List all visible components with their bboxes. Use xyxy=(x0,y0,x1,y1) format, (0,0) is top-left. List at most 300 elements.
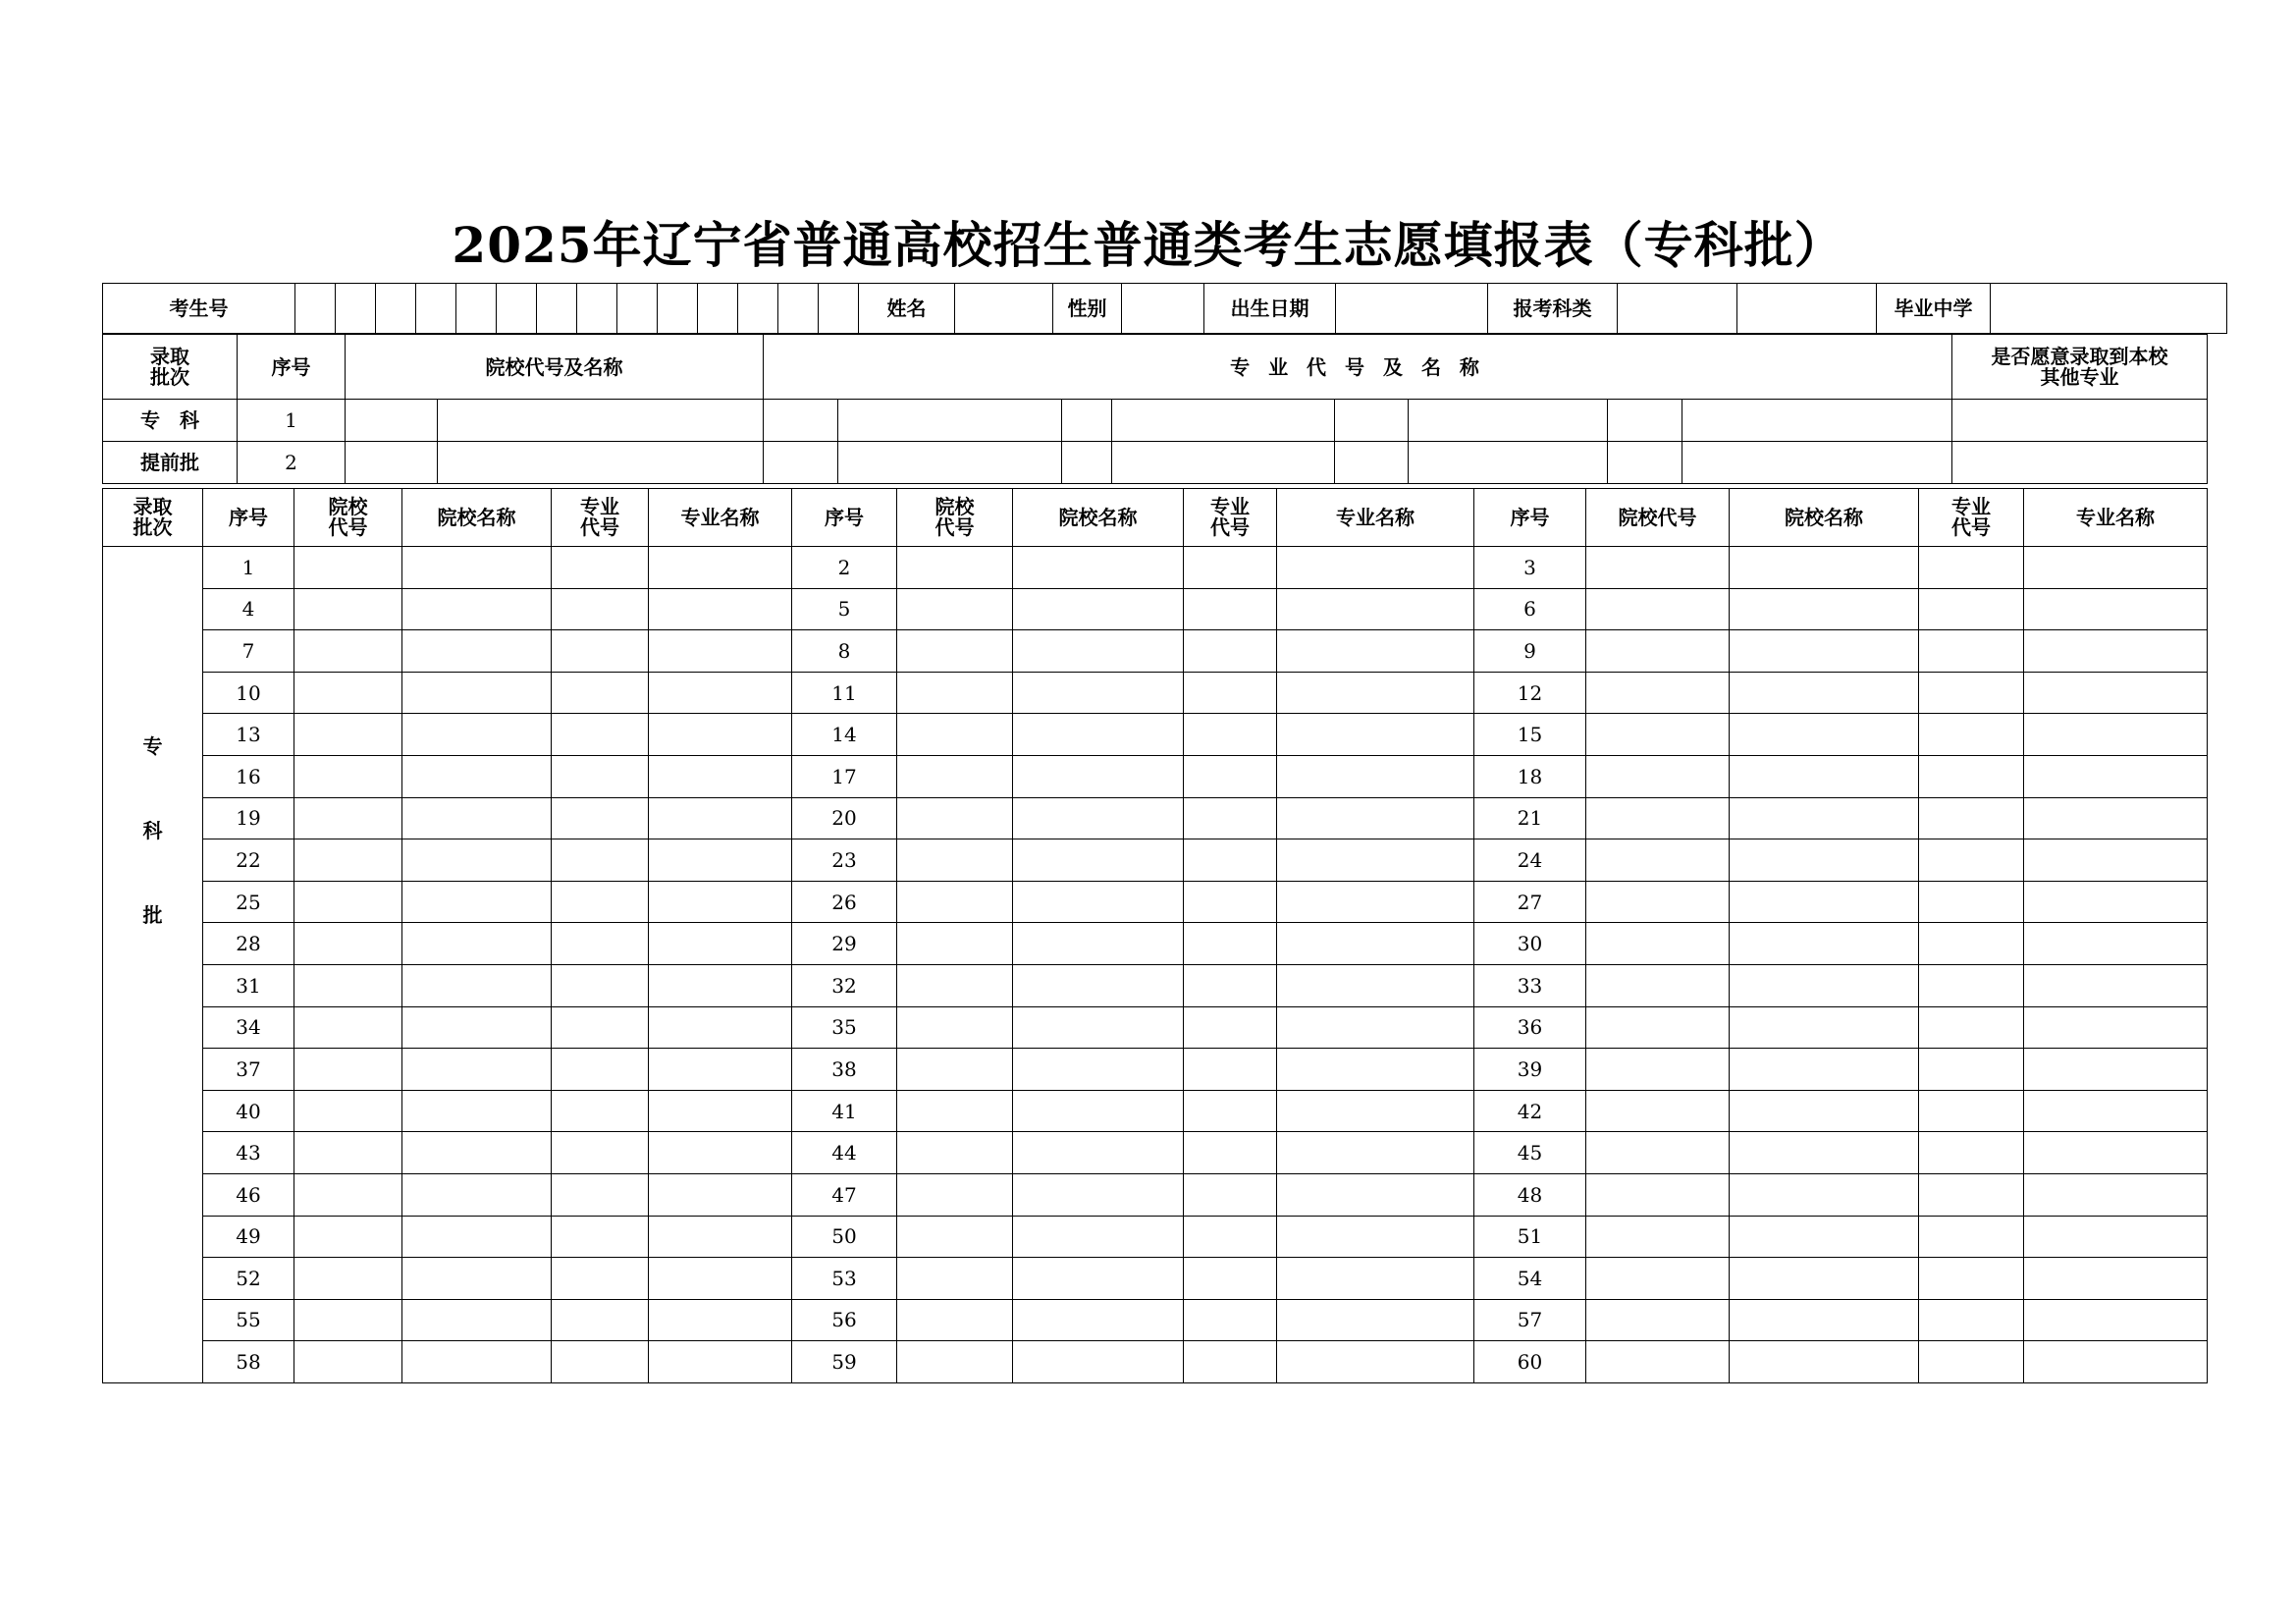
major-name-cell[interactable] xyxy=(1277,714,1474,756)
major-code-cell[interactable] xyxy=(552,1173,649,1216)
major-code-cell[interactable] xyxy=(764,442,838,484)
school-name-cell[interactable] xyxy=(1013,839,1184,882)
major-code-cell[interactable] xyxy=(1184,547,1277,589)
major-code-cell[interactable] xyxy=(1919,714,2024,756)
school-name-cell[interactable] xyxy=(1730,964,1919,1006)
major-code-cell[interactable] xyxy=(552,547,649,589)
school-code-cell[interactable] xyxy=(897,1299,1013,1341)
school-name-cell[interactable] xyxy=(1730,1299,1919,1341)
exam-number-digit[interactable] xyxy=(658,284,698,334)
major-code-cell[interactable] xyxy=(1062,400,1112,442)
school-code-cell[interactable] xyxy=(897,547,1013,589)
major-name-cell[interactable] xyxy=(2024,1132,2208,1174)
school-name-cell[interactable] xyxy=(402,797,552,839)
school-code-cell[interactable] xyxy=(294,1090,402,1132)
school-code-cell[interactable] xyxy=(294,1299,402,1341)
major-code-cell[interactable] xyxy=(1184,1006,1277,1049)
school-code-cell[interactable] xyxy=(294,755,402,797)
school-name-cell[interactable] xyxy=(438,400,764,442)
major-name-cell[interactable] xyxy=(649,839,792,882)
major-name-cell[interactable] xyxy=(2024,1299,2208,1341)
school-code-cell[interactable] xyxy=(897,964,1013,1006)
major-name-cell[interactable] xyxy=(2024,839,2208,882)
school-name-cell[interactable] xyxy=(1013,1299,1184,1341)
school-code-cell[interactable] xyxy=(897,630,1013,673)
school-name-cell[interactable] xyxy=(1013,1258,1184,1300)
exam-number-digit[interactable] xyxy=(295,284,336,334)
major-code-cell[interactable] xyxy=(764,400,838,442)
major-code-cell[interactable] xyxy=(1335,400,1409,442)
major-name-cell[interactable] xyxy=(1112,400,1335,442)
major-code-cell[interactable] xyxy=(1062,442,1112,484)
major-name-cell[interactable] xyxy=(2024,1258,2208,1300)
school-name-cell[interactable] xyxy=(1013,1132,1184,1174)
school-code-cell[interactable] xyxy=(1586,1341,1730,1383)
adjust-willing-cell[interactable] xyxy=(1952,400,2208,442)
major-name-cell[interactable] xyxy=(1277,755,1474,797)
major-code-cell[interactable] xyxy=(1184,714,1277,756)
school-name-cell[interactable] xyxy=(1730,1258,1919,1300)
major-code-cell[interactable] xyxy=(1184,1090,1277,1132)
school-code-cell[interactable] xyxy=(1586,1132,1730,1174)
major-code-name-header: 专 业 代 号 及 名 称 xyxy=(764,335,1952,400)
birth-date-field[interactable] xyxy=(1336,284,1488,334)
school-name-cell[interactable] xyxy=(1730,797,1919,839)
major-code-cell[interactable] xyxy=(1919,588,2024,630)
major-name-cell[interactable] xyxy=(649,964,792,1006)
major-name-cell[interactable] xyxy=(2024,923,2208,965)
major-code-cell[interactable] xyxy=(552,839,649,882)
school-name-cell[interactable] xyxy=(1730,547,1919,589)
major-name-cell[interactable] xyxy=(649,923,792,965)
school-name-cell[interactable] xyxy=(402,755,552,797)
major-code-cell[interactable] xyxy=(552,1090,649,1132)
school-code-cell[interactable] xyxy=(1586,588,1730,630)
school-code-cell[interactable] xyxy=(294,672,402,714)
school-code-cell[interactable] xyxy=(1586,1216,1730,1258)
school-name-cell[interactable] xyxy=(1730,1090,1919,1132)
choice-seq: 2 xyxy=(792,547,897,589)
major-name-cell[interactable] xyxy=(1277,672,1474,714)
major-code-cell[interactable] xyxy=(552,1341,649,1383)
school-name-cell[interactable] xyxy=(1730,755,1919,797)
school-name-cell[interactable] xyxy=(402,964,552,1006)
school-name-cell[interactable] xyxy=(1730,714,1919,756)
school-name-cell[interactable] xyxy=(1730,1049,1919,1091)
major-name-cell[interactable] xyxy=(1277,881,1474,923)
school-name-cell[interactable] xyxy=(1013,588,1184,630)
school-code-cell[interactable] xyxy=(294,588,402,630)
school-name-cell[interactable] xyxy=(1013,755,1184,797)
major-code-cell[interactable] xyxy=(1184,1216,1277,1258)
major-code-cell[interactable] xyxy=(1184,881,1277,923)
major-name-cell[interactable] xyxy=(649,1132,792,1174)
major-code-cell[interactable] xyxy=(1919,1258,2024,1300)
school-code-cell[interactable] xyxy=(294,1258,402,1300)
major-code-cell[interactable] xyxy=(1184,1299,1277,1341)
major-name-cell[interactable] xyxy=(838,442,1062,484)
school-code-cell[interactable] xyxy=(294,881,402,923)
school-code-cell[interactable] xyxy=(1586,1049,1730,1091)
exam-number-digit[interactable] xyxy=(416,284,456,334)
major-name-cell[interactable] xyxy=(649,797,792,839)
major-code-cell[interactable] xyxy=(1919,1090,2024,1132)
school-code-cell[interactable] xyxy=(1586,755,1730,797)
major-code-cell[interactable] xyxy=(1919,1216,2024,1258)
major-code-cell[interactable] xyxy=(552,588,649,630)
major-name-cell[interactable] xyxy=(649,1090,792,1132)
major-code-cell[interactable] xyxy=(552,672,649,714)
school-name-cell[interactable] xyxy=(1013,923,1184,965)
school-name-cell[interactable] xyxy=(1013,1006,1184,1049)
major-code-cell[interactable] xyxy=(1919,964,2024,1006)
exam-number-digit[interactable] xyxy=(456,284,497,334)
school-code-cell[interactable] xyxy=(1586,630,1730,673)
major-code-cell[interactable] xyxy=(1919,1132,2024,1174)
major-name-cell[interactable] xyxy=(2024,1006,2208,1049)
advance-batch-label-2: 提前批 xyxy=(103,442,238,484)
major-name-cell[interactable] xyxy=(2024,797,2208,839)
school-code-cell[interactable] xyxy=(294,1049,402,1091)
adjust-willing-cell[interactable] xyxy=(1952,442,2208,484)
exam-number-digit[interactable] xyxy=(497,284,537,334)
school-name-cell[interactable] xyxy=(402,1341,552,1383)
school-name-cell[interactable] xyxy=(1730,1006,1919,1049)
major-code-cell[interactable] xyxy=(1184,630,1277,673)
school-code-cell[interactable] xyxy=(897,1341,1013,1383)
school-code-cell[interactable] xyxy=(1586,1006,1730,1049)
school-code-cell[interactable] xyxy=(294,714,402,756)
exam-number-digit[interactable] xyxy=(698,284,738,334)
school-code-cell[interactable] xyxy=(1586,839,1730,882)
major-code-cell[interactable] xyxy=(1608,400,1682,442)
major-name-cell[interactable] xyxy=(1277,1132,1474,1174)
school-code-cell[interactable] xyxy=(897,755,1013,797)
school-name-cell[interactable] xyxy=(1730,672,1919,714)
school-name-cell[interactable] xyxy=(1013,630,1184,673)
choice-seq: 19 xyxy=(203,797,294,839)
major-name-cell[interactable] xyxy=(649,1049,792,1091)
major-name-cell[interactable] xyxy=(2024,1173,2208,1216)
major-name-cell[interactable] xyxy=(649,1258,792,1300)
major-code-cell[interactable] xyxy=(1184,797,1277,839)
school-name-cell[interactable] xyxy=(1730,1173,1919,1216)
major-name-cell[interactable] xyxy=(2024,672,2208,714)
graduate-school-field[interactable] xyxy=(1991,284,2227,334)
school-code-cell[interactable] xyxy=(1586,672,1730,714)
school-name-cell[interactable] xyxy=(1013,881,1184,923)
major-code-cell[interactable] xyxy=(552,630,649,673)
exam-number-digit[interactable] xyxy=(537,284,577,334)
candidate-info-table xyxy=(102,283,2227,334)
major-code-cell[interactable] xyxy=(1184,588,1277,630)
major-name-cell[interactable] xyxy=(1277,630,1474,673)
major-code-cell[interactable] xyxy=(552,1132,649,1174)
major-name-cell[interactable] xyxy=(649,547,792,589)
school-code-cell[interactable] xyxy=(1586,964,1730,1006)
major-code-cell[interactable] xyxy=(1184,1341,1277,1383)
exam-number-digit[interactable] xyxy=(577,284,617,334)
school-name-cell[interactable] xyxy=(402,547,552,589)
major-name-cell[interactable] xyxy=(2024,1090,2208,1132)
major-code-cell[interactable] xyxy=(1608,442,1682,484)
school-name-cell[interactable] xyxy=(402,923,552,965)
major-name-cell[interactable] xyxy=(1277,1258,1474,1300)
major-name-cell[interactable] xyxy=(1277,1341,1474,1383)
major-code-cell[interactable] xyxy=(1919,797,2024,839)
choice-seq: 36 xyxy=(1474,1006,1586,1049)
major-name-cell[interactable] xyxy=(1277,923,1474,965)
choice-seq: 55 xyxy=(203,1299,294,1341)
major-name-cell[interactable] xyxy=(649,1299,792,1341)
major-code-cell[interactable] xyxy=(1184,1258,1277,1300)
major-name-cell[interactable] xyxy=(1409,400,1608,442)
school-code-cell[interactable] xyxy=(897,1216,1013,1258)
school-code-cell[interactable] xyxy=(294,964,402,1006)
category-field[interactable] xyxy=(1618,284,1737,334)
advance-seq: 2 xyxy=(238,442,346,484)
school-code-cell[interactable] xyxy=(294,1216,402,1258)
exam-number-digit[interactable] xyxy=(617,284,658,334)
major-code-cell[interactable] xyxy=(1184,672,1277,714)
major-code-cell[interactable] xyxy=(1184,923,1277,965)
school-code-cell[interactable] xyxy=(294,1173,402,1216)
major-code-cell[interactable] xyxy=(1184,964,1277,1006)
school-code-cell[interactable] xyxy=(897,881,1013,923)
gender-field[interactable] xyxy=(1122,284,1204,334)
school-code-cell[interactable] xyxy=(897,1006,1013,1049)
school-code-cell[interactable] xyxy=(1586,923,1730,965)
major-name-cell[interactable] xyxy=(1277,1006,1474,1049)
major-code-cell[interactable] xyxy=(1184,1049,1277,1091)
choice-seq: 39 xyxy=(1474,1049,1586,1091)
major-code-cell[interactable] xyxy=(1184,755,1277,797)
school-code-cell[interactable] xyxy=(346,400,438,442)
major-code-cell[interactable] xyxy=(552,1216,649,1258)
major-code-cell[interactable] xyxy=(552,964,649,1006)
major-name-cell[interactable] xyxy=(1277,1090,1474,1132)
school-name-cell[interactable] xyxy=(1013,1090,1184,1132)
major-code-cell[interactable] xyxy=(1919,1299,2024,1341)
major-code-cell[interactable] xyxy=(552,1299,649,1341)
major-name-cell[interactable] xyxy=(1112,442,1335,484)
exam-number-digit[interactable] xyxy=(778,284,819,334)
school-code-cell[interactable] xyxy=(897,923,1013,965)
school-name-cell[interactable] xyxy=(1013,714,1184,756)
school-name-cell[interactable] xyxy=(1013,1216,1184,1258)
school-name-cell[interactable] xyxy=(1730,1132,1919,1174)
major-name-header: 专业名称 xyxy=(1277,489,1474,547)
exam-number-digit[interactable] xyxy=(336,284,376,334)
school-name-cell[interactable] xyxy=(1730,630,1919,673)
major-name-cell[interactable] xyxy=(2024,1216,2208,1258)
major-code-cell[interactable] xyxy=(1184,1132,1277,1174)
school-code-cell[interactable] xyxy=(1586,547,1730,589)
category-field-extra[interactable] xyxy=(1737,284,1877,334)
school-name-cell[interactable] xyxy=(1730,839,1919,882)
major-name-cell[interactable] xyxy=(1277,547,1474,589)
table-row xyxy=(103,1132,2208,1174)
major-name-cell[interactable] xyxy=(2024,588,2208,630)
major-name-cell[interactable] xyxy=(1409,442,1608,484)
school-name-cell[interactable] xyxy=(1730,1341,1919,1383)
school-code-cell[interactable] xyxy=(897,839,1013,882)
table-row xyxy=(103,672,2208,714)
school-name-cell[interactable] xyxy=(438,442,764,484)
major-code-cell[interactable] xyxy=(1919,1006,2024,1049)
exam-number-digit[interactable] xyxy=(738,284,778,334)
school-name-cell[interactable] xyxy=(1013,797,1184,839)
school-code-cell[interactable] xyxy=(1586,1090,1730,1132)
major-name-cell[interactable] xyxy=(649,1173,792,1216)
school-code-cell[interactable] xyxy=(1586,1173,1730,1216)
major-name-cell[interactable] xyxy=(649,881,792,923)
major-name-cell[interactable] xyxy=(2024,881,2208,923)
school-name-cell[interactable] xyxy=(1730,881,1919,923)
school-name-cell[interactable] xyxy=(402,714,552,756)
seq-header: 序号 xyxy=(238,335,346,400)
major-name-cell[interactable] xyxy=(1277,1049,1474,1091)
school-name-cell[interactable] xyxy=(1730,1216,1919,1258)
major-code-cell[interactable] xyxy=(1919,755,2024,797)
school-code-cell[interactable] xyxy=(897,1258,1013,1300)
major-name-cell[interactable] xyxy=(2024,964,2208,1006)
major-code-cell[interactable] xyxy=(1919,881,2024,923)
major-name-cell[interactable] xyxy=(649,714,792,756)
school-code-cell[interactable] xyxy=(294,630,402,673)
major-name-cell[interactable] xyxy=(2024,714,2208,756)
school-name-cell[interactable] xyxy=(402,1258,552,1300)
choice-seq: 37 xyxy=(203,1049,294,1091)
major-code-cell[interactable] xyxy=(1335,442,1409,484)
school-name-cell[interactable] xyxy=(402,1216,552,1258)
major-name-cell[interactable] xyxy=(2024,1341,2208,1383)
school-name-cell[interactable] xyxy=(402,1299,552,1341)
major-name-cell[interactable] xyxy=(1277,797,1474,839)
school-name-cell[interactable] xyxy=(402,881,552,923)
school-code-cell[interactable] xyxy=(346,442,438,484)
school-code-cell[interactable] xyxy=(897,1049,1013,1091)
school-name-cell[interactable] xyxy=(1730,588,1919,630)
major-code-cell[interactable] xyxy=(1919,1173,2024,1216)
major-code-cell[interactable] xyxy=(1184,1173,1277,1216)
major-name-cell[interactable] xyxy=(2024,630,2208,673)
exam-number-digit[interactable] xyxy=(819,284,859,334)
table-row xyxy=(103,547,2208,589)
major-name-cell[interactable] xyxy=(649,672,792,714)
school-name-cell[interactable] xyxy=(1013,1173,1184,1216)
school-name-cell[interactable] xyxy=(1013,547,1184,589)
school-code-cell[interactable] xyxy=(294,1006,402,1049)
school-code-cell[interactable] xyxy=(294,1132,402,1174)
major-name-cell[interactable] xyxy=(1277,839,1474,882)
school-name-cell[interactable] xyxy=(1013,672,1184,714)
major-code-cell[interactable] xyxy=(1184,839,1277,882)
major-code-cell[interactable] xyxy=(552,881,649,923)
major-code-cell[interactable] xyxy=(552,1049,649,1091)
school-code-cell[interactable] xyxy=(897,797,1013,839)
major-code-cell[interactable] xyxy=(552,714,649,756)
school-name-cell[interactable] xyxy=(402,1173,552,1216)
school-code-cell[interactable] xyxy=(1586,1258,1730,1300)
major-name-cell[interactable] xyxy=(1277,1173,1474,1216)
school-name-cell[interactable] xyxy=(1013,964,1184,1006)
major-name-cell[interactable] xyxy=(2024,1049,2208,1091)
school-code-cell[interactable] xyxy=(897,588,1013,630)
major-code-cell[interactable] xyxy=(1919,672,2024,714)
major-code-cell[interactable] xyxy=(1919,630,2024,673)
school-code-cell[interactable] xyxy=(897,1173,1013,1216)
school-name-cell[interactable] xyxy=(402,1090,552,1132)
major-name-cell[interactable] xyxy=(2024,547,2208,589)
school-name-cell[interactable] xyxy=(1013,1049,1184,1091)
major-name-cell[interactable] xyxy=(1277,588,1474,630)
school-code-cell[interactable] xyxy=(1586,797,1730,839)
major-name-cell[interactable] xyxy=(649,588,792,630)
major-name-cell[interactable] xyxy=(1682,400,1952,442)
school-code-cell[interactable] xyxy=(1586,1299,1730,1341)
school-name-cell[interactable] xyxy=(402,630,552,673)
exam-number-digit[interactable] xyxy=(376,284,416,334)
school-code-cell[interactable] xyxy=(1586,881,1730,923)
major-code-cell[interactable] xyxy=(552,923,649,965)
major-name-cell[interactable] xyxy=(1682,442,1952,484)
major-name-cell[interactable] xyxy=(649,1006,792,1049)
major-code-cell[interactable] xyxy=(1919,923,2024,965)
school-code-cell[interactable] xyxy=(897,1090,1013,1132)
major-name-cell[interactable] xyxy=(649,1216,792,1258)
school-code-cell[interactable] xyxy=(294,1341,402,1383)
school-code-cell[interactable] xyxy=(294,547,402,589)
choice-seq: 15 xyxy=(1474,714,1586,756)
school-name-cell[interactable] xyxy=(402,1132,552,1174)
major-code-cell[interactable] xyxy=(1919,1049,2024,1091)
school-code-cell[interactable] xyxy=(294,797,402,839)
major-name-cell[interactable] xyxy=(1277,1216,1474,1258)
school-code-cell[interactable] xyxy=(897,1132,1013,1174)
major-code-cell[interactable] xyxy=(1919,839,2024,882)
major-code-cell[interactable] xyxy=(552,755,649,797)
school-name-cell[interactable] xyxy=(402,839,552,882)
table-row xyxy=(103,839,2208,882)
school-name-cell[interactable] xyxy=(1730,923,1919,965)
name-field[interactable] xyxy=(955,284,1053,334)
major-name-cell[interactable] xyxy=(649,1341,792,1383)
major-name-cell[interactable] xyxy=(649,630,792,673)
major-code-cell[interactable] xyxy=(552,1006,649,1049)
school-code-cell[interactable] xyxy=(897,672,1013,714)
major-name-cell[interactable] xyxy=(838,400,1062,442)
school-code-cell[interactable] xyxy=(1586,714,1730,756)
major-name-cell[interactable] xyxy=(649,755,792,797)
school-name-cell[interactable] xyxy=(402,672,552,714)
major-name-cell[interactable] xyxy=(1277,1299,1474,1341)
school-name-cell[interactable] xyxy=(1013,1341,1184,1383)
choice-seq: 17 xyxy=(792,755,897,797)
major-name-cell[interactable] xyxy=(1277,964,1474,1006)
school-name-cell[interactable] xyxy=(402,588,552,630)
major-code-cell[interactable] xyxy=(1919,547,2024,589)
school-code-cell[interactable] xyxy=(897,714,1013,756)
school-name-cell[interactable] xyxy=(402,1006,552,1049)
school-name-cell[interactable] xyxy=(402,1049,552,1091)
major-code-cell[interactable] xyxy=(552,1258,649,1300)
major-code-cell[interactable] xyxy=(552,797,649,839)
school-code-cell[interactable] xyxy=(294,839,402,882)
major-code-cell[interactable] xyxy=(1919,1341,2024,1383)
major-name-cell[interactable] xyxy=(2024,755,2208,797)
school-code-cell[interactable] xyxy=(294,923,402,965)
